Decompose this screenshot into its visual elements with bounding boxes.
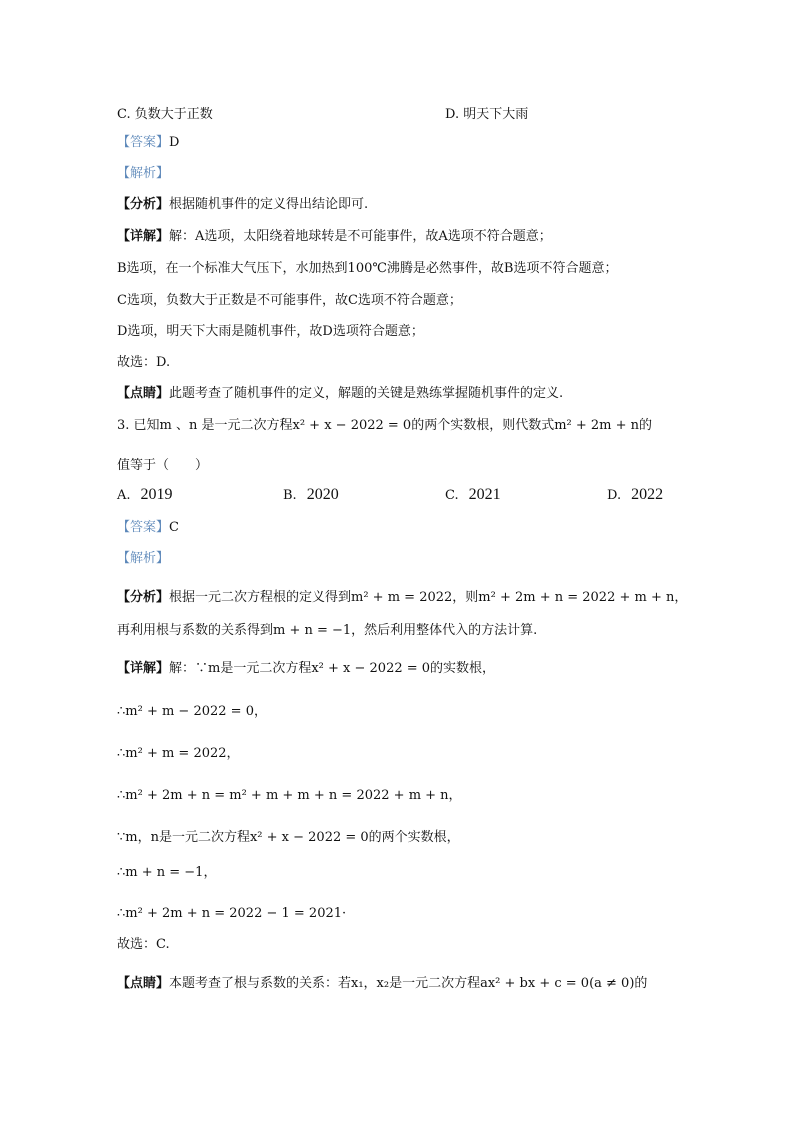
fenxi-tag: 【分析】	[117, 197, 170, 212]
answer-tag: 【答案】	[117, 135, 170, 150]
answer-value: D	[169, 135, 180, 150]
dianjing-tag: 【点睛】	[117, 976, 170, 991]
step: ∴m + n = −1，	[117, 865, 217, 880]
question-3-stem-cont: 值等于（ ）	[117, 458, 209, 473]
fenxi-text: 根据一元二次方程根的定义得到m² + m = 2022，则m² + 2m + n = 2022 + m + n，	[169, 590, 688, 605]
dianjing-text: 此题考查了随机事件的定义，解题的关键是熟练掌握随机事件的定义.	[169, 386, 564, 401]
analysis-heading	[117, 165, 169, 183]
answer-tag: 【答案】	[117, 520, 170, 535]
fenxi-text: 根据随机事件的定义得出结论即可.	[169, 197, 369, 212]
step: ∴m² + 2m + n = 2022 − 1 = 2021·	[117, 906, 347, 921]
dianjing-line	[117, 385, 563, 403]
option-value: 2019	[140, 486, 173, 503]
xiangjie-line: 故选：D.	[117, 355, 171, 370]
step: ∴m² + m = 2022，	[117, 746, 240, 761]
fenxi-line: 再利用根与系数的关系得到m + n = −1，然后利用整体代入的方法计算.	[117, 623, 538, 638]
xiangjie-line: B选项，在一个标准大气压下，水加热到100℃沸腾是必然事件，故B选项不符合题意；	[117, 261, 618, 276]
option-label: B.	[283, 488, 297, 503]
dianjing-text: 本题考查了根与系数的关系：若x₁，x₂是一元二次方程ax² + bx + c = 0(a ≠ 0)的	[169, 976, 648, 991]
option-value: 2020	[306, 486, 339, 503]
option-label: A.	[117, 488, 131, 503]
option-label: C.	[445, 488, 459, 503]
step: ∵m，n是一元二次方程x² + x − 2022 = 0的两个实数根，	[117, 830, 460, 845]
option-b	[283, 486, 339, 504]
option-label: D.	[607, 488, 622, 503]
xiangjie-tag: 【详解】	[117, 229, 170, 244]
answer-value: C	[169, 520, 179, 535]
option-d: D. 明天下大雨	[445, 107, 529, 122]
answer-line	[117, 134, 179, 152]
option-d	[607, 486, 663, 504]
xiangjie-text: 解：A选项，太阳绕着地球转是不可能事件，故A选项不符合题意；	[169, 229, 552, 244]
option-value: 2021	[468, 486, 501, 503]
answer-line	[117, 519, 179, 537]
dianjing-line	[117, 975, 647, 993]
step: 解：∵m是一元二次方程x² + x − 2022 = 0的实数根，	[169, 661, 496, 676]
option-c: C. 负数大于正数	[117, 107, 213, 122]
xiangjie-line	[117, 660, 495, 678]
xiangjie-line	[117, 228, 552, 246]
analysis-tag: 【解析】	[117, 166, 170, 181]
fenxi-line	[117, 589, 687, 607]
option-value: 2022	[631, 486, 664, 503]
question-3-stem: 3. 已知m 、n 是一元二次方程x² + x − 2022 = 0的两个实数根，则代数式m² + 2m + n的	[117, 418, 653, 433]
option-a	[117, 486, 173, 504]
fenxi-line	[117, 196, 368, 214]
fenxi-tag: 【分析】	[117, 590, 170, 605]
option-c	[445, 486, 501, 504]
analysis-tag: 【解析】	[117, 551, 170, 566]
step: ∴m² + m − 2022 = 0，	[117, 704, 267, 719]
xiangjie-line: C选项，负数大于正数是不可能事件，故C选项不符合题意；	[117, 293, 462, 308]
dianjing-tag: 【点睛】	[117, 386, 170, 401]
xiangjie-line: D选项，明天下大雨是随机事件，故D选项符合题意；	[117, 324, 424, 339]
step: ∴m² + 2m + n = m² + m + m + n = 2022 + m + n，	[117, 788, 462, 803]
analysis-heading	[117, 550, 169, 568]
step: 故选：C.	[117, 937, 170, 952]
xiangjie-tag: 【详解】	[117, 661, 170, 676]
